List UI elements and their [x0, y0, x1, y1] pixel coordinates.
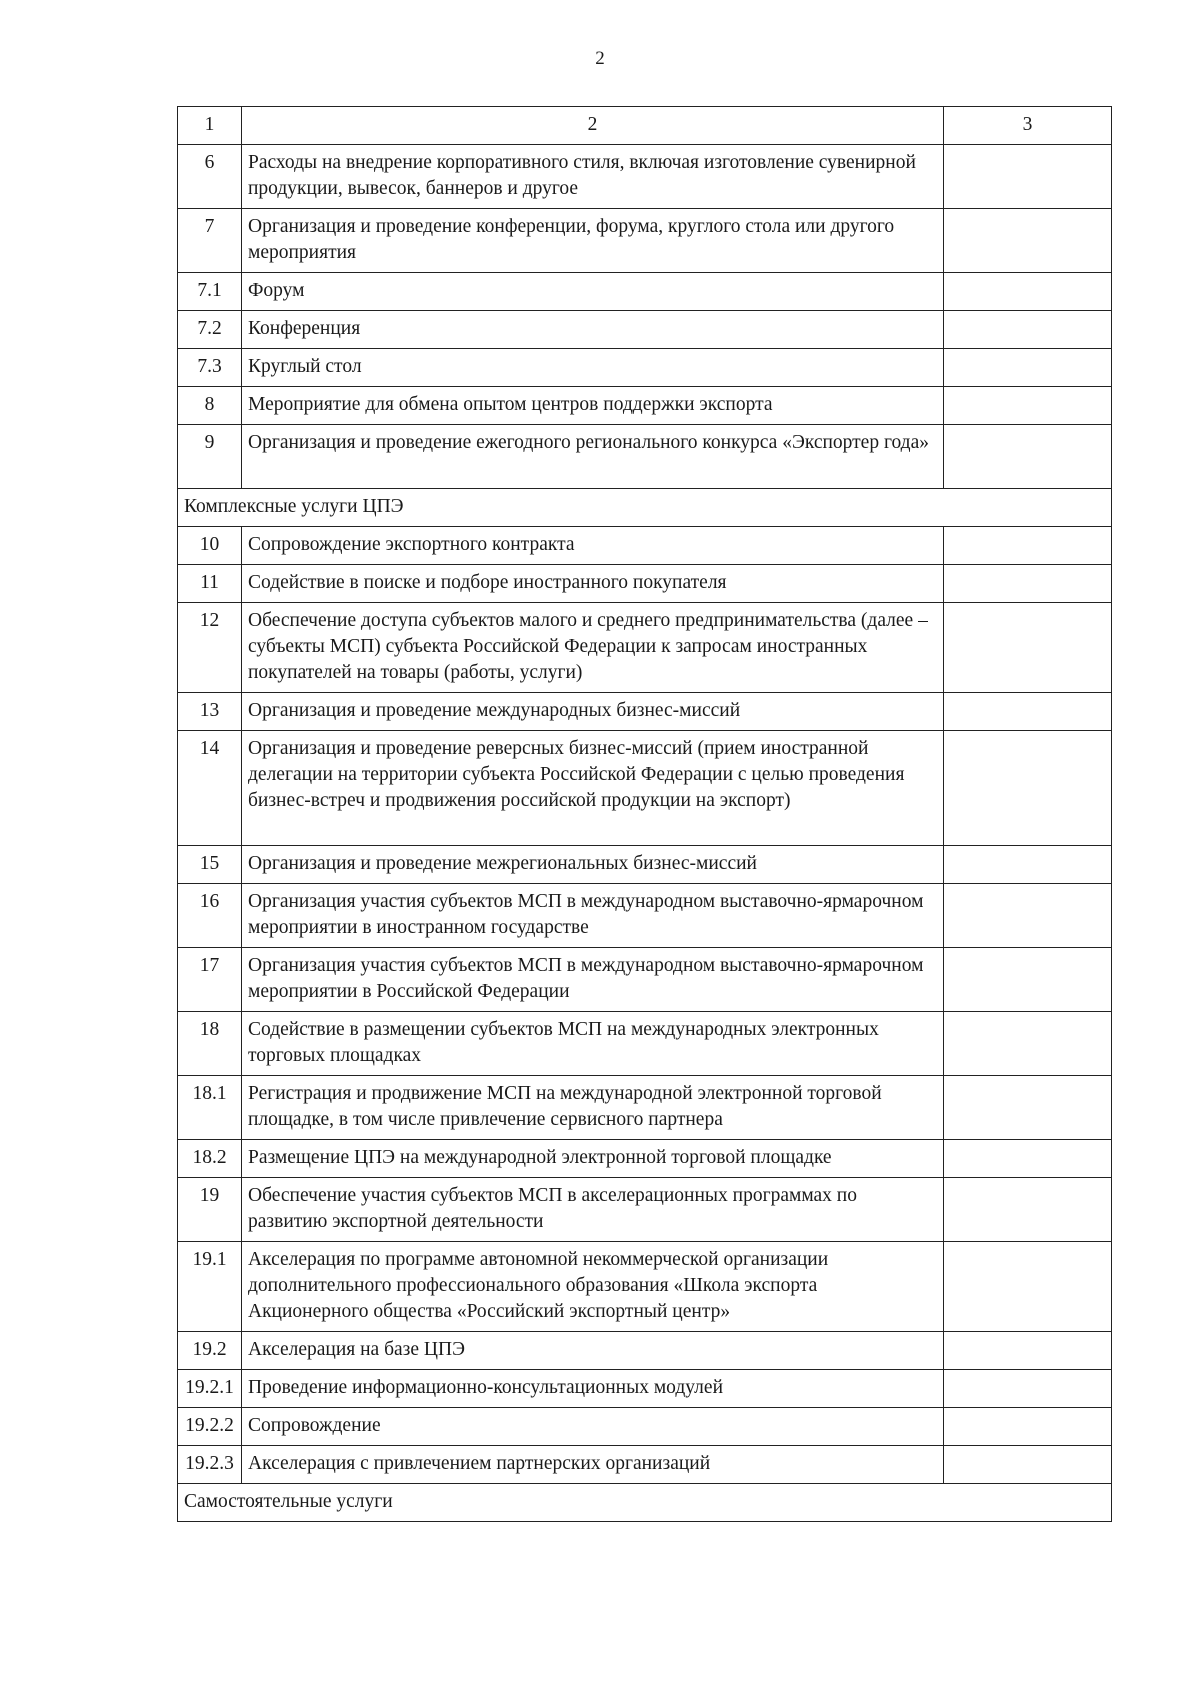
table-row	[178, 311, 1112, 349]
row-number: 15	[178, 846, 242, 884]
row-description: Сопровождение	[242, 1408, 944, 1446]
row-value	[944, 311, 1112, 349]
row-description: Организация и проведение межрегиональных бизнес-миссий	[242, 846, 944, 884]
row-description: Организация и проведение ежегодного регионального конкурса «Экспортер года»	[242, 425, 944, 489]
row-number: 6	[178, 145, 242, 209]
row-description: Организация и проведение международных бизнес-миссий	[242, 693, 944, 731]
table-row	[178, 387, 1112, 425]
row-number: 12	[178, 603, 242, 693]
row-value	[944, 349, 1112, 387]
row-number: 7.3	[178, 349, 242, 387]
row-number: 19	[178, 1178, 242, 1242]
table-row	[178, 948, 1112, 1012]
table-row	[178, 884, 1112, 948]
table-row	[178, 731, 1112, 846]
row-number: 18	[178, 1012, 242, 1076]
table-row	[178, 1370, 1112, 1408]
table-row	[178, 273, 1112, 311]
row-value	[944, 948, 1112, 1012]
table-row	[178, 565, 1112, 603]
row-description: Содействие в размещении субъектов МСП на международных электронных торговых площадках	[242, 1012, 944, 1076]
row-value	[944, 527, 1112, 565]
table-row	[178, 1332, 1112, 1370]
row-value	[944, 425, 1112, 489]
table-row	[178, 846, 1112, 884]
header-col-1: 1	[178, 107, 242, 145]
services-table	[177, 106, 1112, 1522]
row-value	[944, 693, 1112, 731]
table-row	[178, 145, 1112, 209]
row-description: Организация участия субъектов МСП в международном выставочно-ярмарочном мероприятии в Российской Федерации	[242, 948, 944, 1012]
row-description: Мероприятие для обмена опытом центров поддержки экспорта	[242, 387, 944, 425]
row-number: 14	[178, 731, 242, 846]
row-value	[944, 145, 1112, 209]
row-value	[944, 884, 1112, 948]
section-row	[178, 489, 1112, 527]
row-number: 8	[178, 387, 242, 425]
table-row	[178, 1408, 1112, 1446]
row-description: Содействие в поиске и подборе иностранного покупателя	[242, 565, 944, 603]
table-header-row	[178, 107, 1112, 145]
row-number: 11	[178, 565, 242, 603]
table-row	[178, 1242, 1112, 1332]
table-row	[178, 209, 1112, 273]
row-number: 19.2.1	[178, 1370, 242, 1408]
row-value	[944, 1076, 1112, 1140]
row-number: 13	[178, 693, 242, 731]
section-title: Самостоятельные услуги	[178, 1484, 1112, 1522]
row-value	[944, 209, 1112, 273]
row-value	[944, 1408, 1112, 1446]
row-description: Акселерация по программе автономной некоммерческой организации дополнительного профессионального образования «Школа экспорта Акционерного общества «Российский экспортный центр»	[242, 1242, 944, 1332]
row-value	[944, 1242, 1112, 1332]
row-description: Акселерация на базе ЦПЭ	[242, 1332, 944, 1370]
row-value	[944, 731, 1112, 846]
table-row	[178, 527, 1112, 565]
row-value	[944, 846, 1112, 884]
table-row	[178, 1140, 1112, 1178]
row-number: 18.2	[178, 1140, 242, 1178]
row-number: 7	[178, 209, 242, 273]
row-value	[944, 1012, 1112, 1076]
table-row	[178, 693, 1112, 731]
row-description: Сопровождение экспортного контракта	[242, 527, 944, 565]
row-description: Регистрация и продвижение МСП на международной электронной торговой площадке, в том числе привлечение сервисного партнера	[242, 1076, 944, 1140]
section-title: Комплексные услуги ЦПЭ	[178, 489, 1112, 527]
row-value	[944, 1332, 1112, 1370]
row-description: Круглый стол	[242, 349, 944, 387]
page-number: 2	[595, 48, 605, 69]
row-description: Организация и проведение конференции, форума, круглого стола или другого мероприятия	[242, 209, 944, 273]
row-number: 19.2	[178, 1332, 242, 1370]
row-number: 17	[178, 948, 242, 1012]
row-description: Акселерация с привлечением партнерских организаций	[242, 1446, 944, 1484]
row-number: 19.2.3	[178, 1446, 242, 1484]
row-value	[944, 603, 1112, 693]
table-row	[178, 425, 1112, 489]
row-description: Расходы на внедрение корпоративного стиля, включая изготовление сувенирной продукции, вывесок, баннеров и другое	[242, 145, 944, 209]
row-number: 16	[178, 884, 242, 948]
table-row	[178, 1446, 1112, 1484]
row-value	[944, 273, 1112, 311]
row-description: Проведение информационно-консультационных модулей	[242, 1370, 944, 1408]
row-description: Конференция	[242, 311, 944, 349]
table-row	[178, 1012, 1112, 1076]
row-value	[944, 565, 1112, 603]
row-description: Организация участия субъектов МСП в международном выставочно-ярмарочном мероприятии в иностранном государстве	[242, 884, 944, 948]
row-value	[944, 1370, 1112, 1408]
table-row	[178, 1076, 1112, 1140]
row-number: 7.1	[178, 273, 242, 311]
row-description: Размещение ЦПЭ на международной электронной торговой площадке	[242, 1140, 944, 1178]
table-row	[178, 603, 1112, 693]
row-description: Обеспечение доступа субъектов малого и среднего предпринимательства (далее – субъекты МСП) субъекта Российской Федерации к запросам иностранных покупателей на товары (работы, услуги)	[242, 603, 944, 693]
row-number: 18.1	[178, 1076, 242, 1140]
row-number: 7.2	[178, 311, 242, 349]
row-description: Обеспечение участия субъектов МСП в акселерационных программах по развитию экспортной деятельности	[242, 1178, 944, 1242]
row-number: 19.1	[178, 1242, 242, 1332]
row-number: 10	[178, 527, 242, 565]
header-col-3: 3	[944, 107, 1112, 145]
row-description: Организация и проведение реверсных бизнес-миссий (прием иностранной делегации на территории субъекта Российской Федерации с целью проведения бизнес-встреч и продвижения российской продукции на экспорт)	[242, 731, 944, 846]
table-row	[178, 349, 1112, 387]
header-col-2: 2	[242, 107, 944, 145]
row-number: 19.2.2	[178, 1408, 242, 1446]
table-row	[178, 1178, 1112, 1242]
row-value	[944, 1178, 1112, 1242]
row-value	[944, 1446, 1112, 1484]
row-value	[944, 387, 1112, 425]
row-value	[944, 1140, 1112, 1178]
row-number: 9	[178, 425, 242, 489]
section-row	[178, 1484, 1112, 1522]
row-description: Форум	[242, 273, 944, 311]
